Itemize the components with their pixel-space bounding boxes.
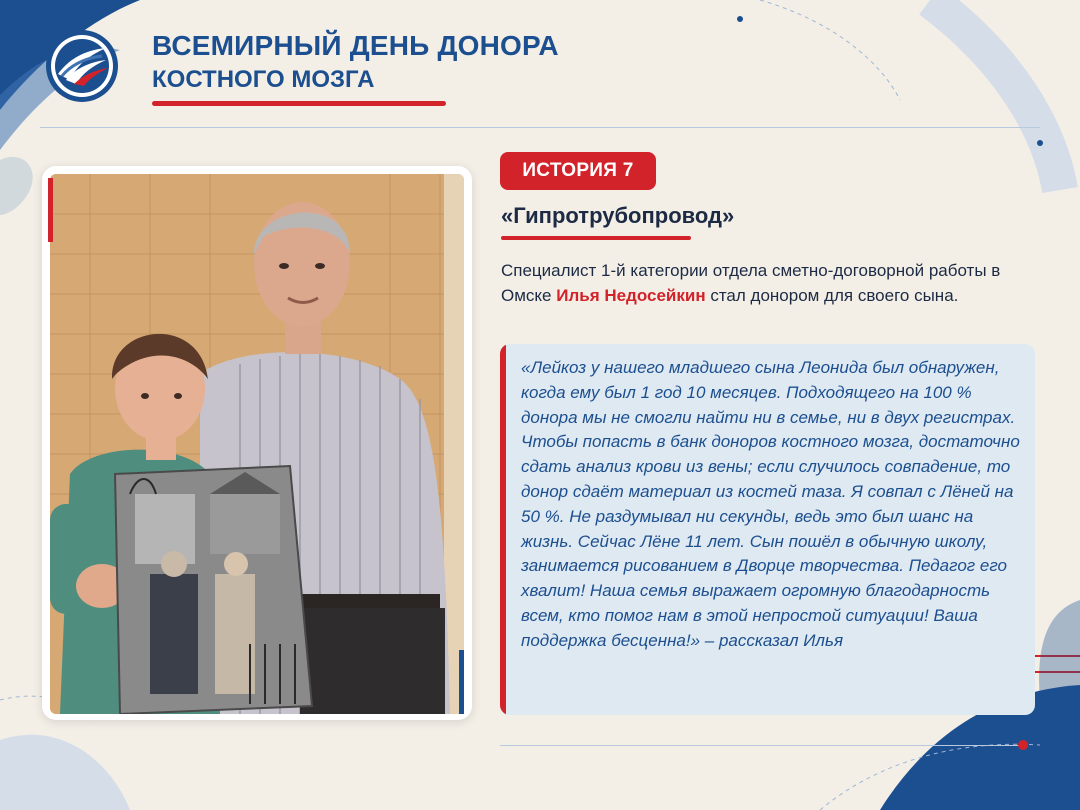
intro-text-before: Специалист 1-й категории отдела сметно-договорной работы в Омске (501, 261, 1001, 305)
quote-accent-bar (500, 344, 506, 715)
page-title-line1: ВСЕМИРНЫЙ ДЕНЬ ДОНОРА (152, 30, 559, 61)
quote-box (500, 344, 1035, 715)
title-underline (152, 101, 446, 106)
donor-quote: «Лейкоз у нашего младшего сына Леонида был обнаружен, когда ему был 1 год 10 месяцев. Подходящего на 100 % донора мы не смогли найти ни в семье, ни в двух регистрах. Чтобы попасть в банк доноров костного мозга, достаточно сдать анализ крови из вены; если случилось совпадение, то донор сдаёт материал из костей таза. Я совпал с Лёней на 50 %. Не раздумывал ни секунды, ведь это был шанс на жизнь. Сейчас Лёне 11 лет. Сын пошёл в обычную школу, занимается рисованием в Дворце творчества. Педагог его хвалит! Наша семья выражает огромную благодарность всем, кто помог нам в этой непростой ситуации! Ваша поддержка бесценна!» – рассказал Илья (521, 358, 1020, 650)
russian-flag-swoosh-logo-icon (44, 28, 120, 104)
story-number-badge: ИСТОРИЯ 7 (500, 152, 656, 190)
company-name: «Гипротрубопровод» (501, 203, 735, 228)
story-intro (501, 258, 1021, 308)
company-underline (501, 236, 691, 240)
header-divider (40, 127, 1040, 128)
photo-accent-red (48, 178, 53, 242)
page-title-line2: КОСТНОГО МОЗГА (152, 66, 375, 93)
footer-dot (1018, 740, 1028, 750)
footer-divider (500, 745, 1022, 746)
photo-accent-blue (459, 650, 464, 714)
father-son-photo (50, 174, 464, 714)
intro-text-after: стал донором для своего сына. (705, 286, 959, 305)
donor-name: Илья Недосейкин (556, 286, 706, 305)
